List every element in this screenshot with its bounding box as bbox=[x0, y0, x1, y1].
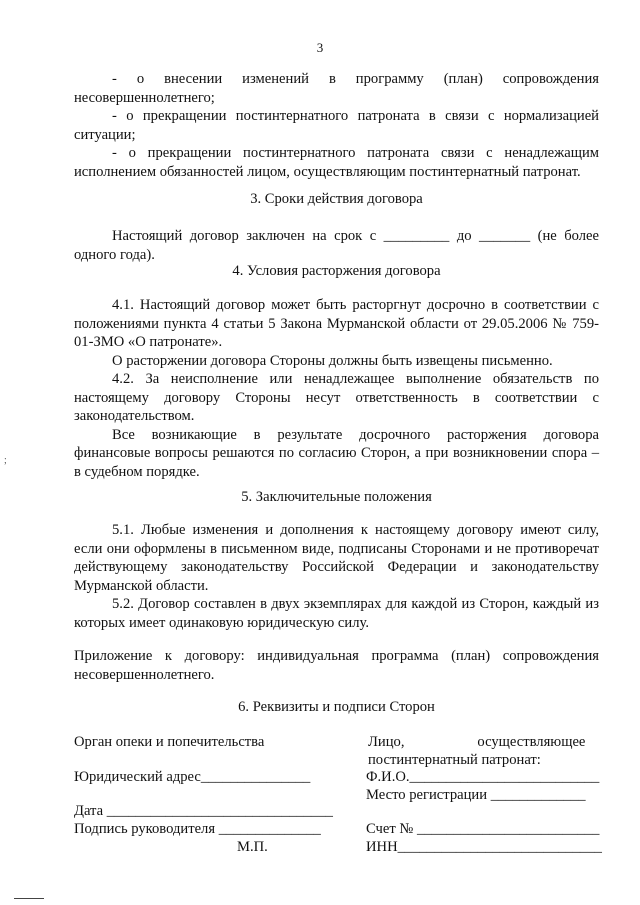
section4-paragraph: Все возникающие в результате досрочного расторжения договора финансовые вопросы решаются по согласию Сторон, а при возникновении спора – в судебном порядке. bbox=[74, 426, 599, 480]
org-label: Орган опеки и попечительства bbox=[74, 734, 265, 750]
section6-heading: 6. Реквизиты и подписи Сторон bbox=[238, 699, 435, 715]
fio-field: Ф.И.О.__________________________ bbox=[366, 769, 600, 785]
patron-person-label: Лицо, осуществляющее bbox=[368, 734, 586, 750]
patron-person-label-2: постинтернатный патронат: bbox=[368, 752, 541, 768]
stamp-label: М.П. bbox=[237, 839, 268, 855]
section3-heading: 3. Сроки действия договора bbox=[250, 191, 423, 207]
section4-paragraph: 4.1. Настоящий договор может быть расторгнут досрочно в соответствии с положениями пункта 4 статьи 5 Закона Мурманской области от 29.05.2006 № 759-01-ЗМО «О патронате». bbox=[74, 297, 599, 350]
date-field: Дата _______________________________ bbox=[74, 803, 333, 819]
section4-body bbox=[74, 296, 599, 481]
legal-address-field: Юридический адрес_______________ bbox=[74, 769, 311, 785]
inn-field: ИНН____________________________ bbox=[366, 839, 602, 855]
section4-paragraph: О расторжении договора Стороны должны быть извещены письменно. bbox=[112, 352, 553, 369]
section5-body bbox=[74, 521, 599, 632]
page-number: 3 bbox=[316, 40, 324, 55]
section5-heading: 5. Заключительные положения bbox=[241, 489, 432, 505]
margin-mark: ; bbox=[4, 455, 7, 466]
section4-heading: 4. Условия расторжения договора bbox=[232, 263, 441, 279]
appendix-text: Приложение к договору: индивидуальная программа (план) сопровождения несовершеннолетнего. bbox=[74, 648, 599, 683]
list-item: - о прекращении постинтернатного патроната связи с ненадлежащим исполнением обязанностей лицом, осуществляющим постинтернатный патронат. bbox=[74, 145, 599, 180]
registration-field: Место регистрации _____________ bbox=[366, 787, 586, 803]
section5-paragraph: 5.2. Договор составлен в двух экземплярах для каждой из Сторон, каждый из которых имеет одинаковую юридическую силу. bbox=[74, 596, 599, 631]
footer-line bbox=[14, 898, 44, 899]
section5-paragraph: 5.1. Любые изменения и дополнения к настоящему договору имеют силу, если они оформлены в письменном виде, подписаны Сторонами и не противоречат действующему законодательству Российской Федерации и законодательству Мурманской области. bbox=[74, 522, 599, 594]
section4-paragraph: 4.2. За неисполнение или ненадлежащее выполнение обязательств по настоящему договору Стороны несут ответственность в соответствии с законодательством. bbox=[74, 371, 599, 424]
list-item: - о внесении изменений в программу (план) сопровождения несовершеннолетнего; bbox=[74, 71, 599, 106]
head-signature-field: Подпись руководителя ______________ bbox=[74, 821, 321, 837]
section3-text: Настоящий договор заключен на срок с _________ до _______ (не более одного года). bbox=[74, 228, 599, 263]
account-field: Счет № _________________________ bbox=[366, 821, 600, 837]
top-items-list bbox=[74, 70, 599, 181]
list-item: - о прекращении постинтернатного патроната в связи с нормализацией ситуации; bbox=[74, 108, 599, 143]
